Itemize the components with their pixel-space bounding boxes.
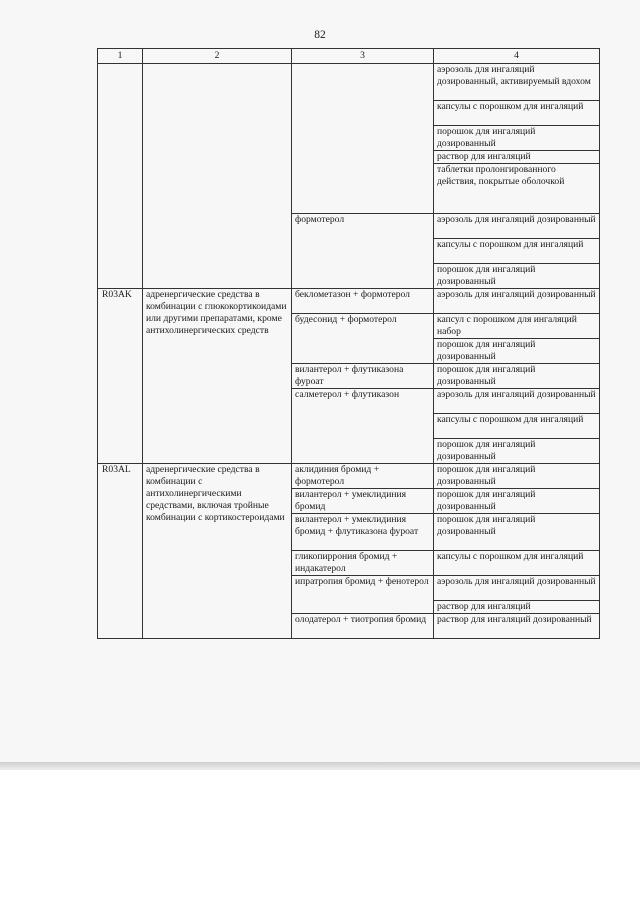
substance-cell: ипратропия бромид + фенотерол xyxy=(292,576,434,614)
atc-code-cell: R03AL xyxy=(98,464,143,639)
substance-cell: салметерол + флутиказон xyxy=(292,389,434,464)
table-row xyxy=(98,464,600,489)
dosage-form-cell: аэрозоль для ингаляций дозированный xyxy=(434,389,600,414)
page-bottom-edge xyxy=(0,762,640,770)
dosage-form-cell: порошок для ингаляций дозированный xyxy=(434,489,600,514)
substance-cell: олодатерол + тиотропия бромид xyxy=(292,614,434,639)
dosage-form-cell: раствор для ингаляций xyxy=(434,151,600,164)
dosage-form-cell: порошок для ингаляций дозированный xyxy=(434,464,600,489)
table-row xyxy=(98,289,600,314)
dosage-form-cell: аэрозоль для ингаляций дозированный xyxy=(434,289,600,314)
substance-cell: вилантерол + умеклидиния бромид xyxy=(292,489,434,514)
table-row xyxy=(98,64,600,101)
substance-cell: вилантерол + умеклидиния бромид + флутиказона фуроат xyxy=(292,514,434,551)
dosage-form-cell: капсулы с порошком для ингаляций xyxy=(434,551,600,576)
dosage-form-cell: порошок для ингаляций дозированный xyxy=(434,126,600,151)
substance-cell xyxy=(292,64,434,214)
header-cell: 3 xyxy=(292,49,434,64)
substance-cell: будесонид + формотерол xyxy=(292,314,434,364)
page-number: 82 xyxy=(314,29,326,41)
substance-cell: вилантерол + флутиказона фуроат xyxy=(292,364,434,389)
dosage-form-cell: аэрозоль для ингаляций дозированный xyxy=(434,214,600,239)
dosage-form-cell: раствор для ингаляций xyxy=(434,601,600,614)
atc-code-cell: R03AK xyxy=(98,289,143,464)
dosage-form-cell: таблетки пролонгированного действия, покрытые оболочкой xyxy=(434,164,600,214)
dosage-form-cell: капсулы с порошком для ингаляций xyxy=(434,239,600,264)
atc-code-cell xyxy=(98,64,143,289)
substance-cell: беклометазон + формотерол xyxy=(292,289,434,314)
dosage-form-cell: порошок для ингаляций дозированный xyxy=(434,339,600,364)
substance-cell: гликопиррония бромид + индакатерол xyxy=(292,551,434,576)
header-cell: 4 xyxy=(434,49,600,64)
drug-classification-table xyxy=(97,48,600,639)
header-cell: 2 xyxy=(143,49,292,64)
group-name-cell xyxy=(143,64,292,289)
dosage-form-cell: порошок для ингаляций дозированный xyxy=(434,439,600,464)
dosage-form-cell: порошок для ингаляций дозированный xyxy=(434,264,600,289)
dosage-form-cell: порошок для ингаляций дозированный xyxy=(434,364,600,389)
header-cell: 1 xyxy=(98,49,143,64)
substance-cell: аклидиния бромид + формотерол xyxy=(292,464,434,489)
substance-cell: формотерол xyxy=(292,214,434,289)
dosage-form-cell: аэрозоль для ингаляций дозированный xyxy=(434,576,600,601)
header-row xyxy=(98,49,600,64)
group-name-cell: адренергические средства в комбинации с глюкокортикоидами или другими препаратами, кроме антихолинергических средств xyxy=(143,289,292,464)
dosage-form-cell: порошок для ингаляций дозированный xyxy=(434,514,600,551)
dosage-form-cell: аэрозоль для ингаляций дозированный, активируемый вдохом xyxy=(434,64,600,101)
dosage-form-cell: капсул с порошком для ингаляций набор xyxy=(434,314,600,339)
dosage-form-cell: капсулы с порошком для ингаляций xyxy=(434,414,600,439)
group-name-cell: адренергические средства в комбинации с антихолинергическими средствами, включая тройные комбинации с кортикостероидами xyxy=(143,464,292,639)
dosage-form-cell: раствор для ингаляций дозированный xyxy=(434,614,600,639)
dosage-form-cell: капсулы с порошком для ингаляций xyxy=(434,101,600,126)
